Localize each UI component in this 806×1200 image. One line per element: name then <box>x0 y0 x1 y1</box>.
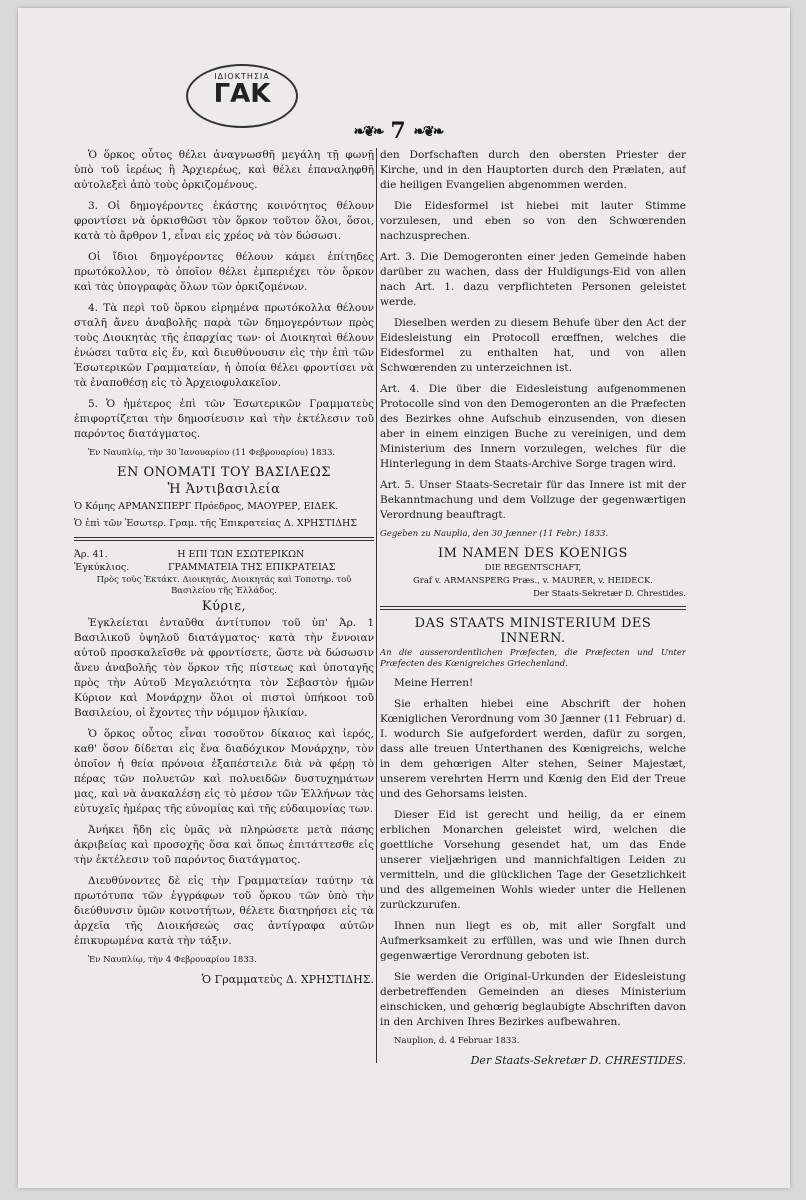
greek-ministry: Η ΕΠΙ ΤΩΝ ΕΣΩΤΕΡΙΚΩΝ <box>177 549 305 560</box>
german-paragraph-5: Art. 4. Die über die Eidesleistung aufgenommenen Protocolle sind von den Demogeronten an die Præfecten des Bezirkes ohne Aufschub einzusenden, von diesen aber in einem einzigen Buche zu vereinigen, und dem Ministerium des Innern vorzulegen, welches für die Hinterlegung in dem Staats-Archive Sorge tragen wird. <box>380 383 686 470</box>
greek-paragraph-7: Ὁ ὅρκος οὗτος εἶναι τοσοῦτον δίκαιος καὶ ἱερός, καθ' ὅσον δίδεται εἰς ἕνα διαδόχικον Μονάρχην, τὸν ὁποῖον ἡ θεία πρόνοια ἐξαπέστειλε διὰ νὰ φέρῃ τὸ πέρας τῶν πολυετῶν καὶ πολυειδῶν δυστυχημάτων μας, καὶ νὰ ἀνακαλέσῃ εἰς τὸ μέσον τῶν Ἑλλήνων τὰς εὐτυχεῖς ἡμέρας τῆς εὐνομίας καὶ τῆς εὐδαιμονίας των. <box>74 728 374 815</box>
greek-paragraph-1: Ὁ ὅρκος οὗτος θέλει ἀναγνωσθῆ μεγάλη τῇ φωνῇ ὑπὸ τοῦ ἱερέως ἢ Ἀρχιερέως, καὶ θέλει ἐπαναληφθῆ αὐτολεξεὶ ἀπὸ τοὺς ὁρκιζομένους. <box>74 149 374 191</box>
document-page <box>18 8 790 1188</box>
german-salutation: Meine Herren! <box>394 677 474 689</box>
german-paragraph-8: Dieser Eid ist gerecht und heilig, da er einem erblichen Monarchen geleistet wird, welchen die goettliche Vorsehung gesendet hat, um das Ende unserer vieljæhrigen und mannichfaltigen Leiden zu vermitteln, und die glücklichen Tage der Gesetzlichkeit und des allgemeinen Wohls wieder unter die Hellenen zurückzurufen. <box>380 809 686 911</box>
archive-stamp <box>186 64 298 128</box>
greek-regency: Ἡ Ἀντιβασιλεία <box>167 482 281 497</box>
german-regency: DIE REGENTSCHAFT, <box>484 563 582 573</box>
german-ministry: DAS STAATS MINISTERIUM DES INNERN. <box>414 616 652 646</box>
greek-column <box>74 148 374 1068</box>
german-name-of-king: IM NAMEN DES KOENIGS <box>438 546 628 561</box>
page-number <box>308 118 488 144</box>
german-paragraph-3: Art. 3. Die Demogeronten einer jeden Gemeinde haben darüber zu wachen, dass der Huldigungs-Eid von allen nach Art. 1. dazu verpflichteten Personen geleistet werde. <box>380 251 686 308</box>
greek-name-of-king: ΕΝ ΟΝΟΜΑΤΙ ΤΟΥ ΒΑΣΙΛΕΩΣ <box>117 465 331 480</box>
greek-encyclical: Ἐγκύκλιος. <box>74 562 130 573</box>
german-paragraph-7: Sie erhalten hiebei eine Abschrift der hohen Kœniglichen Verordnung vom 30 Jænner (11 Februar) d. I. wodurch Sie aufgefordert werden, dafür zu sorgen, dass alle treuen Unterthanen des Kœnigreichs, welche in dem gehœrigen Alter stehen, Seiner Majestæt, unserem verehrten Herrn und Kœnig den Eid der Treue und des Gehorsams leisten. <box>380 698 686 800</box>
greek-secretary-line: Ὁ ἐπὶ τῶν Ἐσωτερ. Γραμ. τῆς Ἐπικρατείας Δ. ΧΡΗΣΤΙΔΗΣ <box>74 518 357 529</box>
greek-regency-members: Ὁ Κόμης ΑΡΜΑΝΣΠΕΡΓ Πρόεδρος, ΜΑΟΥΡΕΡ, ΕΙΔΕΚ. <box>74 501 339 512</box>
greek-paragraph-2: 3. Οἱ δημογέροντες ἑκάστης κοινότητος θέλουν φροντίσει νὰ ὁρκισθῶσι τὸν ὅρκον τοῦτον ὅλοι, ὅσοι, κατὰ τὸ ἄρθρον 1, εἶναι εἰς χρέος νὰ τὸν δώσωσι. <box>74 200 374 242</box>
greek-paragraph-8: Ἀνήκει ἤδη εἰς ὑμᾶς νὰ πληρώσετε μετὰ πάσης ἀκριβείας καὶ προσοχῆς ὅσα καὶ ὅπως ἐπιτάττεσθε εἰς τὴν ἐκτέλεσιν τοῦ παρόντος διατάγματος. <box>74 824 374 866</box>
greek-paragraph-9: Διευθύνοντες δὲ εἰς τὴν Γραμματείαν ταύτην τὰ πρωτότυπα τῶν ἐγγράφων τοῦ ὅρκου τῶν ὑπὸ τὴν διεύθυνσιν ὑμῶν κοινοτήτων, θέλετε διατηρήσει εἰς τὰ ἀρχεῖα τῆς Διοικήσεώς σας ἀντίγραφα αὐτῶν ἐπικυρωμένα κατὰ τὴν τάξιν. <box>74 875 374 947</box>
greek-addressees: Πρὸς τοὺς Ἐκτάκτ. Διοικητάς, Διοικητάς καὶ Τοποτηρ. τοῦ Βασιλείου τῆς Ἑλλάδος. <box>96 575 352 596</box>
german-signature: Der Staats-Sekretær D. CHRESTIDES. <box>470 1054 686 1067</box>
german-paragraph-1: den Dorfschaften durch den obersten Priester der Kirche, und in den Hauptorten durch den Prælaten, auf die heiligen Evangelien abgenommen werden. <box>380 149 686 191</box>
stamp-main-text: ΓΑΚ <box>213 79 271 109</box>
greek-date-1: Ἐν Ναυπλίῳ, τὴν 30 Ἰανουαρίου (11 Φεβρουαρίου) 1833. <box>88 448 336 458</box>
german-date-1: Gegeben zu Nauplia, den 30 Jænner (11 Febr.) 1833. <box>380 529 609 539</box>
german-paragraph-2: Die Eidesformel ist hiebei mit lauter Stimme vorzulesen, und eben so von den Schwœrenden nachzusprechen. <box>380 200 686 242</box>
german-paragraph-9: Ihnen nun liegt es ob, mit aller Sorgfalt und Aufmerksamkeit zu erfüllen, was und wie Ihnen durch gegenwærtige Verordnung geboten ist. <box>380 920 686 962</box>
german-double-rule <box>380 606 686 610</box>
column-divider <box>376 148 377 1063</box>
greek-salutation: Κύριε, <box>201 599 247 614</box>
greek-signature: Ὁ Γραμματεὺς Δ. ΧΡΗΣΤΙΔΗΣ. <box>201 973 374 986</box>
ornament-left-icon: ❧❦❧ <box>353 124 383 140</box>
greek-paragraph-3: Οἱ ἴδιοι δημογέροντες θέλουν κάμει ἐπίτηδες πρωτόκολλον, τὸ ὁποῖον θέλει ἐμπεριέχει τὸν ὅρκον καὶ τὰς ὑπογραφὰς ὅλων τῶν ὁρκιζομένων. <box>74 251 374 293</box>
greek-paragraph-5: 5. Ὁ ἡμέτερος ἐπὶ τῶν Ἐσωτερικῶν Γραμματεὺς ἐπιφορτίζεται τὴν δημοσίευσιν καὶ τὴν ἐκτέλεσιν τοῦ παρόντος διατάγματος. <box>74 398 374 440</box>
page-number-value: 7 <box>390 118 406 144</box>
greek-secretariat: ΓΡΑΜΜΑΤΕΙΑ ΤΗΣ ΕΠΙΚΡΑΤΕΙΑΣ <box>167 562 336 573</box>
german-paragraph-10: Sie werden die Original-Urkunden der Eidesleistung derbetreffenden Gemeinden an dieses Ministerium einschicken, und gehœrig beglaubigte Abschriften davon in den Archiven Ihres Bezirkes aufbewahren. <box>380 971 686 1028</box>
german-paragraph-6: Art. 5. Unser Staats-Secretair für das Innere ist mit der Bekanntmachung und dem Vollzuge der gegenwærtigen Verordnung beauftragt. <box>380 479 686 521</box>
greek-header-row <box>74 547 374 562</box>
greek-article-number: Ἀρ. 41. <box>74 549 108 560</box>
german-paragraph-4: Dieselben werden zu diesem Behufe über den Act der Eidesleistung ein Protocoll erœffnen, welches die Eidesformel zu enthalten hat, und von allen Schwœrenden zu unterzeichnen ist. <box>380 317 686 374</box>
german-regency-members: Graf v. ARMANSPERG Præs., v. MAURER, v. HEIDECK. <box>412 576 654 586</box>
greek-paragraph-6: Ἐγκλείεται ἐνταῦθα ἀντίτυπον τοῦ ὑπ' Ἀρ. 1 Βασιλικοῦ ὑψηλοῦ διατάγματος· κατὰ τὴν ἔννοιαν αὐτοῦ προσκαλεῖσθε νὰ φροντίσετε, ὥστε νὰ δώσωσιν ἄνευ ἀναβολῆς τὸν ὅρκον τῆς πίστεως καὶ ὑποταγῆς πρὸς τὴν Αὐτοῦ Μεγαλειότητα τὸν Σεβαστὸν ἡμῶν Κύριον καὶ Μονάρχην ὅλοι οἱ πιστοὶ ὑπήκοοι τοῦ Βασιλείου, οἱ ἔχοντες τὴν νόμιμον ἡλικίαν. <box>74 617 374 719</box>
german-secretary-line: Der Staats-Sekretær D. Chrestides. <box>533 589 686 599</box>
stamp-top-text: ΙΔΙΟΚΤΗΣΙΑ <box>214 72 270 81</box>
german-date-2: Nauplion, d. 4 Februar 1833. <box>394 1036 520 1046</box>
greek-double-rule <box>74 537 374 541</box>
greek-date-2: Ἐν Ναυπλίῳ, τὴν 4 Φεβρουαρίου 1833. <box>88 955 257 965</box>
german-column <box>380 148 686 1068</box>
ornament-right-icon: ❧❦❧ <box>413 124 443 140</box>
german-addressees: An die ausserordentlichen Præfecten, die Præfecten und Unter Præfecten des Kœnigreiches Griechenland. <box>380 648 686 669</box>
greek-paragraph-4: 4. Τὰ περὶ τοῦ ὅρκου εἰρημένα πρωτόκολλα θέλουν σταλῆ ἄνευ ἀναβολῆς παρὰ τῶν δημογερόντων πρὸς τοὺς Διοικητὰς τῆς ἐπαρχίας των· οἱ Διοικηταὶ θέλουν ἑνώσει ταῦτα εἰς ἕν, καὶ διευθύνουσιν εἰς τὴν ἐπὶ τῶν Ἐσωτερικῶν Γραμματείαν, ἡ ὁποία θέλει φροντίσει νὰ τὰ ἐναποθέσῃ εἰς τὸ Ἀρχειοφυλακεῖον. <box>74 302 374 389</box>
greek-header-row-2 <box>74 562 374 573</box>
